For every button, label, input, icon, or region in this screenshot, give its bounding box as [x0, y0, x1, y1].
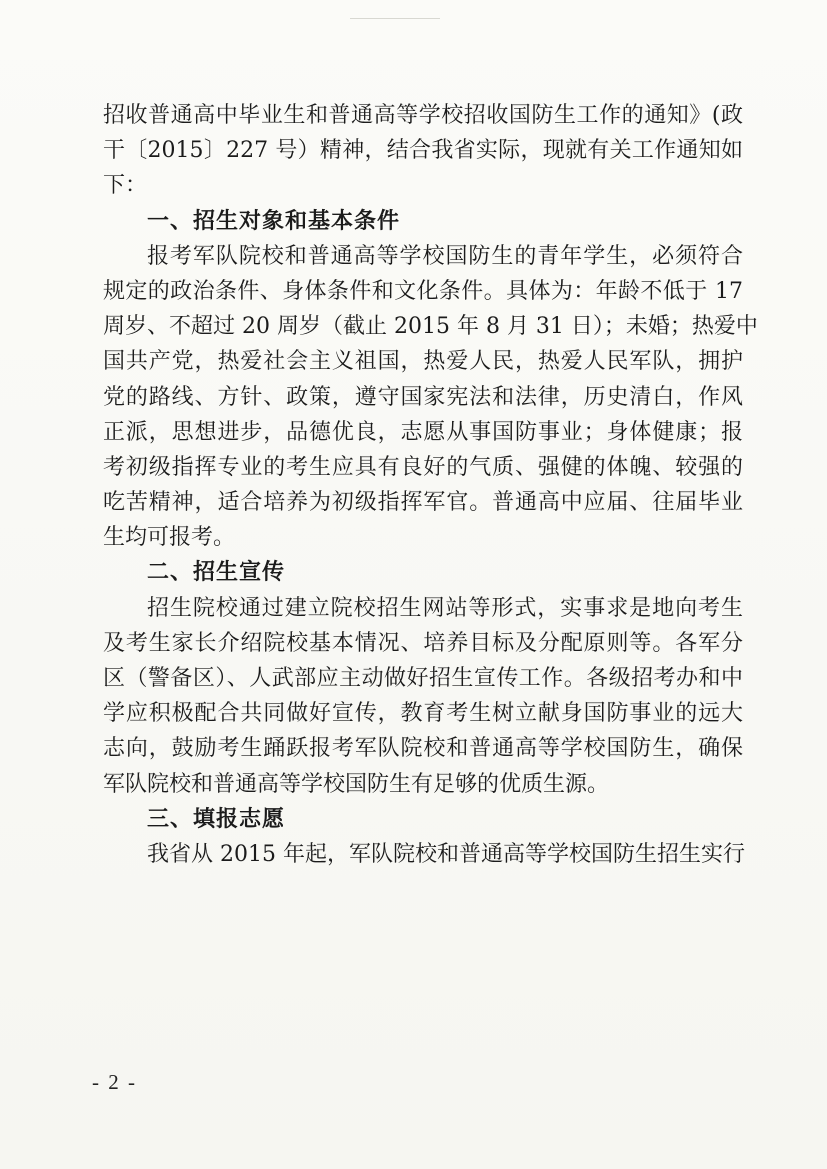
paragraph-line: 及考生家长介绍院校基本情况、培养目标及分配原则等。各军分 [103, 630, 743, 656]
paragraph-line: 国共产党，热爱社会主义祖国，热爱人民，热爱人民军队，拥护 [103, 349, 743, 375]
paragraph-first-line: 招生院校通过建立院校招生网站等形式，实事求是地向考生 [147, 595, 743, 621]
paragraph-first-line: 报考军队院校和普通高等学校国防生的青年学生，必须符合 [147, 243, 743, 269]
paragraph-line: 规定的政治条件、身体条件和文化条件。具体为：年龄不低于 17 [103, 278, 743, 304]
scan-artifact [350, 18, 440, 19]
paragraph-line: 区（警备区）、人武部应主动做好招生宣传工作。各级招考办和中 [103, 666, 743, 691]
paragraph-last-line: 下： [103, 173, 148, 199]
paragraph-line: 考初级指挥专业的考生应具有良好的气质、强健的体魄、较强的 [103, 454, 743, 480]
paragraph-line: 志向，鼓励考生踊跃报考军队院校和普通高等学校国防生，确保 [103, 736, 743, 762]
paragraph-last-line: 生均可报考。 [103, 525, 236, 551]
paragraph-first-line: 我省从 2015 年起，军队院校和普通高等学校国防生招生实行 [147, 841, 745, 867]
paragraph-line: 党的路线、方针、政策，遵守国家宪法和法律，历史清白，作风 [103, 384, 743, 410]
paragraph-last-line: 军队院校和普通高等学校国防生有足够的优质生源。 [103, 771, 610, 797]
paragraph-line: 正派，思想进步，品德优良，志愿从事国防事业；身体健康；报 [103, 419, 743, 445]
section-heading: 三、填报志愿 [147, 806, 286, 832]
paragraph-line: 周岁、不超过 20 周岁（截止 2015 年 8 月 31 日）；未婚；热爱中 [103, 314, 758, 340]
paragraph-line: 招收普通高中毕业生和普通高等学校招收国防生工作的通知》(政 [103, 103, 743, 128]
paragraph-line: 学应积极配合共同做好宣传，教育考生树立献身国防事业的远大 [103, 701, 743, 727]
document-body [103, 98, 758, 872]
section-heading: 一、招生对象和基本条件 [147, 208, 401, 234]
paragraph-line: 吃苦精神，适合培养为初级指挥军官。普通高中应届、往届毕业 [103, 490, 743, 516]
paragraph-line: 干〔2015〕227 号）精神，结合我省实际，现就有关工作通知如 [103, 138, 743, 164]
section-heading: 二、招生宣传 [147, 560, 286, 586]
page-number: - 2 - [92, 1070, 137, 1094]
